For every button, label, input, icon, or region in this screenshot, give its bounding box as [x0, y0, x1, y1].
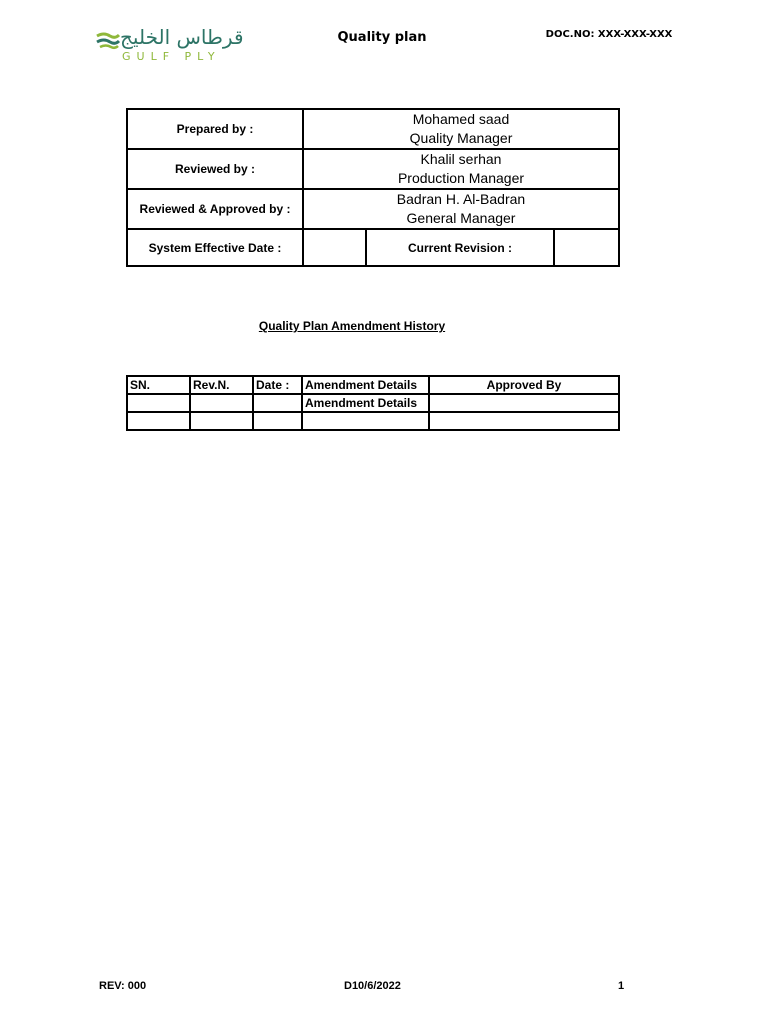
prepared-role: Quality Manager: [409, 130, 513, 146]
approved-role: General Manager: [406, 210, 516, 226]
cell-date: [253, 394, 302, 412]
footer-revision: REV: 000: [99, 980, 147, 992]
approved-value: [303, 189, 619, 229]
reviewed-value: [303, 149, 619, 189]
table-row: [127, 394, 619, 412]
cell-date: [253, 412, 302, 430]
approved-label: Reviewed & Approved by :: [127, 189, 303, 229]
current-revision-value: [554, 229, 619, 266]
cell-rev: [190, 394, 253, 412]
cell-sn: [127, 412, 190, 430]
col-header-details: Amendment Details: [302, 376, 429, 394]
prepared-row: [127, 109, 619, 149]
prepared-value: [303, 109, 619, 149]
cell-rev: [190, 412, 253, 430]
col-header-sn: SN.: [127, 376, 190, 394]
table-row: [127, 412, 619, 430]
reviewed-row: [127, 149, 619, 189]
col-header-date: Date :: [253, 376, 302, 394]
history-header-row: [127, 376, 619, 394]
cell-approved: [429, 412, 619, 430]
document-number: DOC.NO: XXX-XXX-XXX: [545, 29, 673, 40]
reviewed-role: Production Manager: [397, 170, 525, 186]
col-header-approved: Approved By: [429, 376, 619, 394]
footer-page-number: 1: [618, 980, 625, 992]
approved-row: [127, 189, 619, 229]
effective-date-value: [303, 229, 366, 266]
logo-latin-text: GULF PLY: [122, 50, 221, 63]
approved-name: Badran H. Al-Badran: [396, 191, 526, 207]
prepared-label: Prepared by :: [127, 109, 303, 149]
col-header-rev: Rev.N.: [190, 376, 253, 394]
document-title: Quality plan: [337, 30, 427, 45]
effective-date-label: System Effective Date :: [127, 229, 303, 266]
cell-details: [302, 412, 429, 430]
gulf-ply-logo-icon: [96, 30, 120, 52]
reviewed-name: Khalil serhan: [420, 151, 502, 167]
cell-sn: [127, 394, 190, 412]
approval-table: [126, 108, 620, 267]
company-logo: [96, 26, 256, 66]
logo-arabic-text: قرطاس الخليج: [120, 25, 244, 49]
amendment-history-table: [126, 375, 620, 431]
cell-approved: [429, 394, 619, 412]
footer-date: D10/6/2022: [344, 980, 401, 992]
current-revision-label: Current Revision :: [366, 229, 554, 266]
prepared-name: Mohamed saad: [412, 111, 510, 127]
cell-details: Amendment Details: [302, 394, 429, 412]
reviewed-label: Reviewed by :: [127, 149, 303, 189]
effective-row: [127, 229, 619, 266]
amendment-history-title: Quality Plan Amendment History: [258, 319, 446, 333]
